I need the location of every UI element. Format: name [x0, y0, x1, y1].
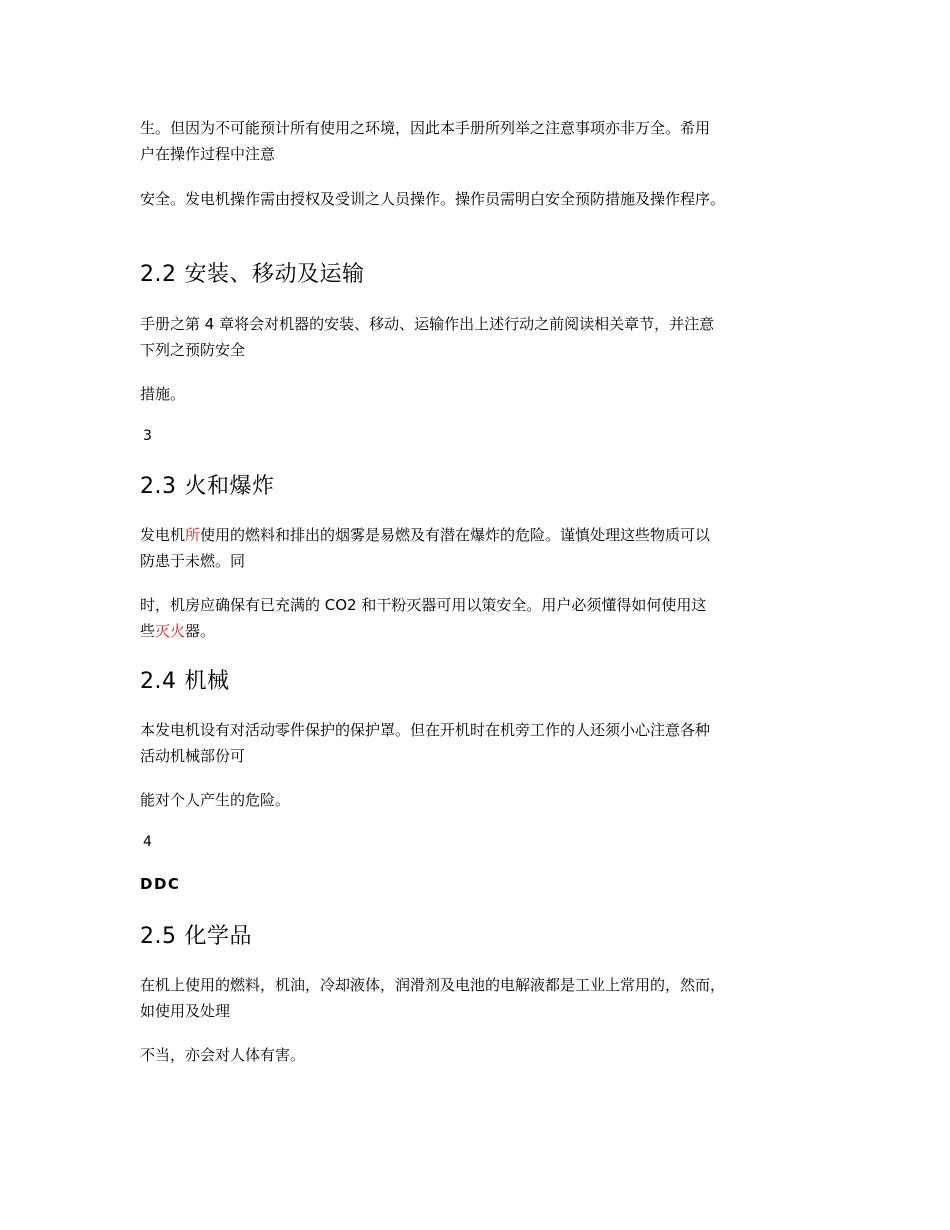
section-number: 2.5: [140, 924, 177, 949]
section-heading-2-3: [140, 472, 820, 502]
section-title: 化学品: [184, 924, 253, 949]
section-number: 2.4: [140, 669, 177, 694]
section-title: 火和爆炸: [184, 474, 275, 499]
paragraph-fire: [140, 522, 820, 574]
page-number-3: 3: [143, 428, 152, 444]
paragraph-extinguisher: [140, 592, 820, 644]
section-title: 安装、移动及运输: [184, 262, 365, 287]
text-line: 如使用及处理: [140, 1002, 231, 1020]
highlighted-text: 所: [185, 526, 201, 544]
page-number-4: 4: [143, 834, 152, 850]
text-line: 活动机械部份可: [140, 747, 246, 765]
paragraph-danger: [140, 787, 820, 813]
paragraph-mechanical: [140, 717, 820, 769]
ddc-label: DDC: [140, 875, 181, 893]
section-title: 机械: [184, 669, 230, 694]
text-span: 发电机: [140, 526, 186, 544]
section-heading-2-4: [140, 667, 820, 697]
paragraph-harm: [140, 1042, 820, 1068]
text-line: 措施。: [140, 385, 186, 403]
text-line: 户在操作过程中注意: [140, 145, 276, 163]
text-line: 时，机房应确保有已充满的 CO2 和干粉灭器可用以策安全。用户必须懂得如何使用这: [140, 596, 707, 614]
paragraph-safety: [140, 186, 820, 212]
text-line: 在机上使用的燃料，机油，冷却液体，润滑剂及电池的电解液都是工业上常用的，然而，: [140, 976, 726, 994]
paragraph-chemicals: [140, 972, 820, 1024]
text-line: [140, 618, 820, 644]
paragraph-measures: [140, 381, 820, 407]
text-line: [140, 522, 820, 548]
text-line: 安全。发电机操作需由授权及受训之人员操作。操作员需明白安全预防措施及操作程序。: [140, 190, 726, 208]
text-line: 防患于未燃。同: [140, 552, 246, 570]
section-heading-2-2: [140, 260, 820, 290]
text-line: 本发电机设有对活动零件保护的保护罩。但在开机时在机旁工作的人还须小心注意各种: [140, 721, 711, 739]
text-line: 能对个人产生的危险。: [140, 791, 291, 809]
text-line: 手册之第 4 章将会对机器的安装、移动、运输作出上述行动之前阅读相关章节，并注意: [140, 315, 715, 333]
highlighted-text: 灭火: [155, 622, 186, 640]
text-span: 使用的燃料和排出的烟雾是易燃及有潜在爆炸的危险。谨慎处理这些物质可以: [200, 526, 711, 544]
section-heading-2-5: [140, 922, 820, 952]
text-span: 些: [140, 622, 156, 640]
paragraph-intro: [140, 115, 820, 167]
text-line: 下列之预防安全: [140, 341, 246, 359]
section-number: 2.3: [140, 474, 177, 499]
text-line: 不当，亦会对人体有害。: [140, 1046, 306, 1064]
text-span: 器。: [185, 622, 216, 640]
paragraph-installation: [140, 311, 820, 363]
text-line: 生。但因为不可能预计所有使用之环境，因此本手册所列举之注意事项亦非万全。希用: [140, 119, 711, 137]
section-number: 2.2: [140, 262, 177, 287]
